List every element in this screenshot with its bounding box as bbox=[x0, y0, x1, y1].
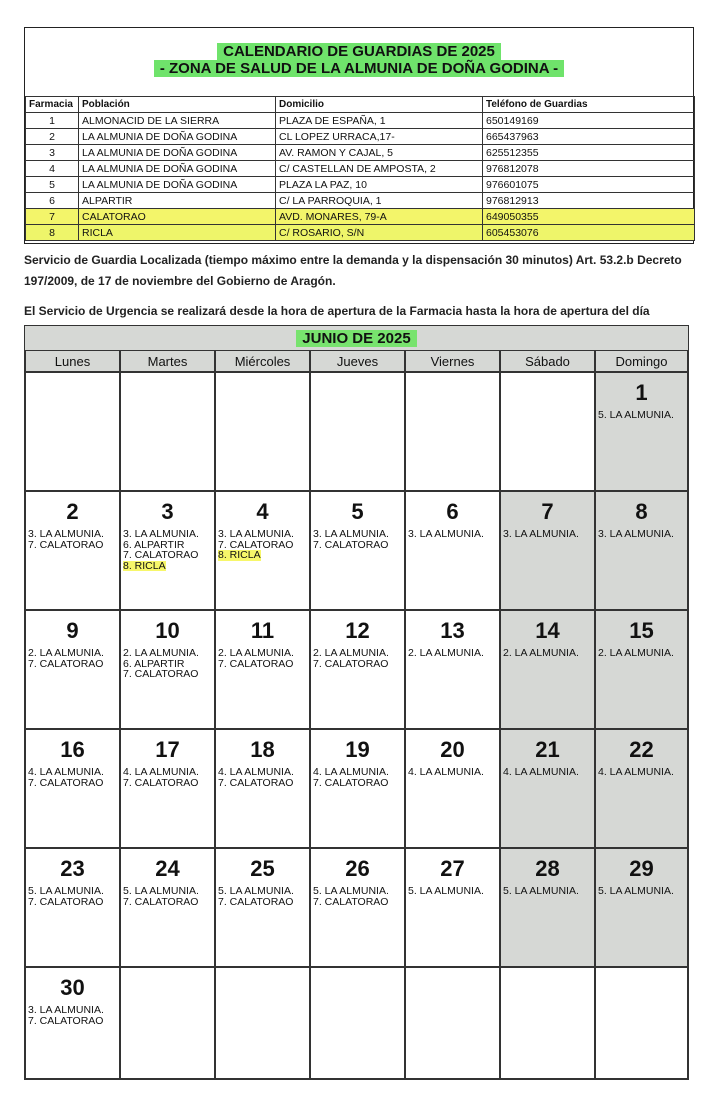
calendar-day-cell bbox=[215, 729, 310, 848]
localized-service-note: Servicio de Guardia Localizada (tiempo máximo entre la demanda y la dispensación 30 minutos) Art. 53.2.b Decreto 197/2009, de 17 de noviembre del Gobierno de Aragón. bbox=[24, 253, 682, 288]
duty-list bbox=[121, 648, 214, 680]
pharmacy-phone: 976812913 bbox=[483, 193, 695, 209]
calendar-empty-cell bbox=[405, 967, 500, 1079]
duty-list bbox=[216, 529, 309, 561]
urgency-service-note: El Servicio de Urgencia se realizará desde la hora de apertura de la Farmacia hasta la hora de apertura del día bbox=[24, 304, 650, 318]
duty-list bbox=[406, 648, 499, 659]
duty-pharmacy-label: 2. LA ALMUNIA. bbox=[28, 647, 104, 659]
duty-pharmacy-label: 7. CALATORAO bbox=[123, 549, 199, 561]
duty-pharmacy-label: 6. ALPARTIR bbox=[123, 538, 185, 551]
pharmacy-address: PLAZA DE ESPAÑA, 1 bbox=[276, 113, 483, 129]
pharmacy-number: 3 bbox=[26, 145, 79, 161]
day-number: 15 bbox=[629, 618, 654, 643]
duty-pharmacy bbox=[313, 659, 404, 670]
pharmacy-row bbox=[26, 225, 695, 241]
month-calendar bbox=[24, 325, 689, 1080]
duty-pharmacy-label: 4. LA ALMUNIA. bbox=[598, 766, 674, 778]
pharmacy-address: C/ CASTELLAN DE AMPOSTA, 2 bbox=[276, 161, 483, 177]
duty-list bbox=[501, 529, 594, 540]
pharmacy-address: AVD. MONARES, 79-A bbox=[276, 209, 483, 225]
duty-list bbox=[311, 648, 404, 669]
duty-pharmacy-label: 4. LA ALMUNIA. bbox=[218, 766, 294, 778]
duty-pharmacy-label: 3. LA ALMUNIA. bbox=[123, 528, 199, 540]
day-number: 3 bbox=[161, 499, 174, 524]
calendar-day-cell bbox=[215, 848, 310, 967]
pharmacy-number: 7 bbox=[26, 209, 79, 225]
calendar-day-cell bbox=[595, 610, 688, 729]
duty-list bbox=[311, 886, 404, 907]
pharmacy-row bbox=[26, 113, 695, 129]
calendar-empty-cell bbox=[310, 372, 405, 491]
pharmacy-address: AV. RAMON Y CAJAL, 5 bbox=[276, 145, 483, 161]
duty-pharmacy-label: 8. RICLA bbox=[123, 559, 166, 572]
duty-list bbox=[311, 767, 404, 788]
day-number: 6 bbox=[446, 499, 459, 524]
day-number: 4 bbox=[256, 499, 269, 524]
duty-list bbox=[596, 529, 687, 540]
day-number: 1 bbox=[635, 380, 648, 405]
calendar-empty-cell bbox=[215, 372, 310, 491]
duty-pharmacy-label: 7. CALATORAO bbox=[123, 776, 199, 789]
month-title bbox=[25, 330, 688, 347]
duty-list bbox=[596, 410, 687, 421]
duty-pharmacy-label: 3. LA ALMUNIA. bbox=[503, 528, 579, 540]
calendar-empty-cell bbox=[595, 967, 688, 1079]
calendar-day-cell bbox=[405, 491, 500, 610]
duty-pharmacy-label: 2. LA ALMUNIA. bbox=[313, 647, 389, 659]
calendar-empty-cell bbox=[310, 967, 405, 1079]
pharmacy-phone: 649050355 bbox=[483, 209, 695, 225]
duty-pharmacy bbox=[218, 550, 309, 561]
duty-pharmacy bbox=[598, 529, 687, 540]
day-number: 8 bbox=[635, 499, 648, 524]
day-number: 21 bbox=[535, 737, 560, 762]
day-number: 7 bbox=[541, 499, 554, 524]
duty-list bbox=[216, 648, 309, 669]
pharmacy-town: LA ALMUNIA DE DOÑA GODINA bbox=[79, 145, 276, 161]
day-number: 19 bbox=[345, 737, 370, 762]
pharmacy-phone: 976601075 bbox=[483, 177, 695, 193]
duty-list bbox=[311, 529, 404, 550]
weekday-header: Jueves bbox=[310, 350, 405, 372]
duty-pharmacy bbox=[123, 897, 214, 908]
duty-pharmacy bbox=[123, 561, 214, 572]
calendar-empty-cell bbox=[215, 967, 310, 1079]
duty-list bbox=[121, 529, 214, 571]
day-number: 23 bbox=[60, 856, 85, 881]
duty-pharmacy bbox=[28, 778, 119, 789]
duty-pharmacy bbox=[598, 410, 687, 421]
day-number: 9 bbox=[66, 618, 79, 643]
duty-list bbox=[216, 767, 309, 788]
title-line-2: - ZONA DE SALUD DE LA ALMUNIA DE DOÑA GODINA - bbox=[154, 60, 564, 77]
duty-pharmacy-label: 5. LA ALMUNIA. bbox=[218, 885, 294, 897]
calendar-day-cell bbox=[310, 610, 405, 729]
document-title bbox=[25, 43, 693, 77]
duty-pharmacy-label: 7. CALATORAO bbox=[123, 668, 199, 680]
calendar-day-cell bbox=[215, 491, 310, 610]
duty-pharmacy-label: 7. CALATORAO bbox=[313, 657, 389, 670]
day-number: 12 bbox=[345, 618, 370, 643]
day-number: 2 bbox=[66, 499, 79, 524]
duty-pharmacy bbox=[28, 659, 119, 670]
weekday-header: Sábado bbox=[500, 350, 595, 372]
duty-list bbox=[26, 767, 119, 788]
calendar-empty-cell bbox=[120, 967, 215, 1079]
duty-pharmacy bbox=[408, 767, 499, 778]
duty-pharmacy bbox=[598, 767, 687, 778]
calendar-day-cell bbox=[120, 848, 215, 967]
duty-pharmacy bbox=[218, 778, 309, 789]
duty-pharmacy-label: 7. CALATORAO bbox=[28, 1014, 104, 1027]
day-number: 14 bbox=[535, 618, 560, 643]
duty-list bbox=[501, 648, 594, 659]
duty-pharmacy-label: 7. CALATORAO bbox=[313, 776, 389, 789]
calendar-day-cell bbox=[25, 491, 120, 610]
duty-pharmacy bbox=[598, 886, 687, 897]
duty-list bbox=[26, 886, 119, 907]
day-number: 5 bbox=[351, 499, 364, 524]
duty-pharmacy bbox=[218, 897, 309, 908]
pharmacy-phone: 605453076 bbox=[483, 225, 695, 241]
duty-list bbox=[121, 767, 214, 788]
pharmacy-town: CALATORAO bbox=[79, 209, 276, 225]
duty-pharmacy-label: 2. LA ALMUNIA. bbox=[218, 647, 294, 659]
pharmacy-row bbox=[26, 129, 695, 145]
duty-pharmacy-label: 2. LA ALMUNIA. bbox=[503, 647, 579, 659]
pharmacy-info-box bbox=[24, 27, 694, 244]
duty-pharmacy-label: 7. CALATORAO bbox=[218, 895, 294, 908]
pharmacy-address: CL LOPEZ URRACA,17- bbox=[276, 129, 483, 145]
day-number: 20 bbox=[440, 737, 465, 762]
day-number: 18 bbox=[250, 737, 275, 762]
calendar-day-cell bbox=[595, 848, 688, 967]
pharmacy-town: RICLA bbox=[79, 225, 276, 241]
calendar-day-cell bbox=[595, 729, 688, 848]
day-number: 27 bbox=[440, 856, 465, 881]
weekday-header: Martes bbox=[120, 350, 215, 372]
duty-pharmacy bbox=[503, 767, 594, 778]
calendar-day-cell bbox=[500, 848, 595, 967]
calendar-day-cell bbox=[310, 729, 405, 848]
pharmacy-number: 8 bbox=[26, 225, 79, 241]
pharmacy-row bbox=[26, 193, 695, 209]
duty-pharmacy-label: 7. CALATORAO bbox=[123, 895, 199, 908]
duty-pharmacy bbox=[28, 540, 119, 551]
pharmacy-number: 2 bbox=[26, 129, 79, 145]
day-number: 26 bbox=[345, 856, 370, 881]
calendar-empty-cell bbox=[120, 372, 215, 491]
duty-pharmacy-label: 5. LA ALMUNIA. bbox=[598, 409, 674, 421]
duty-pharmacy-label: 3. LA ALMUNIA. bbox=[313, 528, 389, 540]
duty-pharmacy-label: 7. CALATORAO bbox=[313, 895, 389, 908]
calendar-day-cell bbox=[25, 967, 120, 1079]
duty-pharmacy bbox=[408, 886, 499, 897]
duty-pharmacy-label: 7. CALATORAO bbox=[218, 538, 294, 551]
duty-list bbox=[406, 767, 499, 778]
day-number: 16 bbox=[60, 737, 85, 762]
duty-pharmacy bbox=[313, 540, 404, 551]
duty-pharmacy bbox=[313, 897, 404, 908]
col-header-farmacia: Farmacia bbox=[26, 97, 79, 113]
duty-list bbox=[501, 886, 594, 897]
day-number: 24 bbox=[155, 856, 180, 881]
duty-pharmacy bbox=[123, 778, 214, 789]
pharmacy-address: C/ ROSARIO, S/N bbox=[276, 225, 483, 241]
duty-pharmacy-label: 4. LA ALMUNIA. bbox=[123, 766, 199, 778]
duty-pharmacy-label: 5. LA ALMUNIA. bbox=[503, 885, 579, 897]
day-number: 13 bbox=[440, 618, 465, 643]
calendar-day-cell bbox=[25, 610, 120, 729]
day-number: 30 bbox=[60, 975, 85, 1000]
calendar-day-cell bbox=[405, 848, 500, 967]
duty-pharmacy-label: 7. CALATORAO bbox=[28, 776, 104, 789]
month-title-label: JUNIO DE 2025 bbox=[296, 330, 416, 347]
duty-pharmacy-label: 6. ALPARTIR bbox=[123, 657, 185, 670]
calendar-day-cell bbox=[215, 610, 310, 729]
duty-pharmacy-label: 8. RICLA bbox=[218, 549, 261, 561]
duty-pharmacy bbox=[408, 648, 499, 659]
pharmacy-phone: 976812078 bbox=[483, 161, 695, 177]
duty-list bbox=[121, 886, 214, 907]
pharmacy-row bbox=[26, 145, 695, 161]
day-number: 17 bbox=[155, 737, 180, 762]
calendar-empty-cell bbox=[25, 372, 120, 491]
duty-pharmacy bbox=[408, 529, 499, 540]
calendar-day-cell bbox=[405, 729, 500, 848]
calendar-day-cell bbox=[500, 729, 595, 848]
pharmacy-town: ALPARTIR bbox=[79, 193, 276, 209]
pharmacy-table bbox=[25, 96, 695, 241]
pharmacy-row bbox=[26, 177, 695, 193]
duty-pharmacy bbox=[503, 886, 594, 897]
duty-pharmacy-label: 7. CALATORAO bbox=[28, 657, 104, 670]
calendar-day-cell bbox=[500, 491, 595, 610]
duty-pharmacy-label: 2. LA ALMUNIA. bbox=[408, 647, 484, 659]
col-header-poblacion: Población bbox=[79, 97, 276, 113]
pharmacy-phone: 650149169 bbox=[483, 113, 695, 129]
weekday-header: Domingo bbox=[595, 350, 688, 372]
duty-pharmacy-label: 2. LA ALMUNIA. bbox=[123, 647, 199, 659]
day-number: 10 bbox=[155, 618, 180, 643]
duty-pharmacy-label: 3. LA ALMUNIA. bbox=[28, 528, 104, 540]
duty-pharmacy bbox=[218, 659, 309, 670]
calendar-day-cell bbox=[405, 610, 500, 729]
pharmacy-number: 6 bbox=[26, 193, 79, 209]
calendar-empty-cell bbox=[500, 372, 595, 491]
duty-pharmacy-label: 5. LA ALMUNIA. bbox=[123, 885, 199, 897]
title-line-1: CALENDARIO DE GUARDIAS DE 2025 bbox=[217, 43, 501, 60]
calendar-empty-cell bbox=[500, 967, 595, 1079]
pharmacy-town: LA ALMUNIA DE DOÑA GODINA bbox=[79, 161, 276, 177]
duty-list bbox=[406, 886, 499, 897]
duty-list bbox=[216, 886, 309, 907]
pharmacy-phone: 625512355 bbox=[483, 145, 695, 161]
duty-pharmacy bbox=[28, 1016, 119, 1027]
pharmacy-table-header bbox=[26, 97, 695, 113]
pharmacy-number: 5 bbox=[26, 177, 79, 193]
duty-pharmacy-label: 2. LA ALMUNIA. bbox=[598, 647, 674, 659]
weekday-header: Viernes bbox=[405, 350, 500, 372]
duty-pharmacy-label: 7. CALATORAO bbox=[28, 895, 104, 908]
duty-pharmacy-label: 4. LA ALMUNIA. bbox=[408, 766, 484, 778]
duty-list bbox=[596, 648, 687, 659]
pharmacy-row bbox=[26, 209, 695, 225]
duty-pharmacy-label: 3. LA ALMUNIA. bbox=[218, 528, 294, 540]
pharmacy-phone: 665437963 bbox=[483, 129, 695, 145]
calendar-day-cell bbox=[25, 729, 120, 848]
col-header-telefono: Teléfono de Guardias bbox=[483, 97, 695, 113]
pharmacy-row bbox=[26, 161, 695, 177]
duty-pharmacy bbox=[28, 897, 119, 908]
calendar-day-cell bbox=[595, 372, 688, 491]
duty-list bbox=[501, 767, 594, 778]
duty-pharmacy-label: 4. LA ALMUNIA. bbox=[28, 766, 104, 778]
duty-pharmacy-label: 5. LA ALMUNIA. bbox=[408, 885, 484, 897]
calendar-empty-cell bbox=[405, 372, 500, 491]
calendar-day-cell bbox=[120, 610, 215, 729]
col-header-domicilio: Domicilio bbox=[276, 97, 483, 113]
calendar-day-cell bbox=[310, 491, 405, 610]
calendar-day-cell bbox=[595, 491, 688, 610]
calendar-day-cell bbox=[25, 848, 120, 967]
pharmacy-town: LA ALMUNIA DE DOÑA GODINA bbox=[79, 177, 276, 193]
calendar-day-cell bbox=[120, 491, 215, 610]
duty-pharmacy bbox=[123, 550, 214, 561]
duty-pharmacy-label: 5. LA ALMUNIA. bbox=[313, 885, 389, 897]
pharmacy-number: 4 bbox=[26, 161, 79, 177]
duty-list bbox=[26, 1005, 119, 1026]
duty-list bbox=[596, 886, 687, 897]
duty-pharmacy-label: 5. LA ALMUNIA. bbox=[28, 885, 104, 897]
duty-pharmacy-label: 3. LA ALMUNIA. bbox=[28, 1004, 104, 1016]
day-number: 29 bbox=[629, 856, 654, 881]
pharmacy-town: LA ALMUNIA DE DOÑA GODINA bbox=[79, 129, 276, 145]
pharmacy-address: PLAZA LA PAZ, 10 bbox=[276, 177, 483, 193]
day-number: 25 bbox=[250, 856, 275, 881]
duty-pharmacy bbox=[503, 648, 594, 659]
pharmacy-number: 1 bbox=[26, 113, 79, 129]
duty-pharmacy bbox=[503, 529, 594, 540]
duty-pharmacy-label: 3. LA ALMUNIA. bbox=[408, 528, 484, 540]
duty-pharmacy-label: 7. CALATORAO bbox=[218, 776, 294, 789]
pharmacy-town: ALMONACID DE LA SIERRA bbox=[79, 113, 276, 129]
duty-pharmacy bbox=[313, 778, 404, 789]
duty-pharmacy-label: 5. LA ALMUNIA. bbox=[598, 885, 674, 897]
duty-list bbox=[26, 648, 119, 669]
duty-list bbox=[26, 529, 119, 550]
duty-pharmacy-label: 7. CALATORAO bbox=[28, 538, 104, 551]
duty-pharmacy-label: 7. CALATORAO bbox=[218, 657, 294, 670]
calendar-day-cell bbox=[310, 848, 405, 967]
weekday-header: Miércoles bbox=[215, 350, 310, 372]
duty-pharmacy-label: 4. LA ALMUNIA. bbox=[503, 766, 579, 778]
duty-pharmacy bbox=[598, 648, 687, 659]
duty-pharmacy-label: 4. LA ALMUNIA. bbox=[313, 766, 389, 778]
day-number: 22 bbox=[629, 737, 654, 762]
day-number: 28 bbox=[535, 856, 560, 881]
duty-list bbox=[596, 767, 687, 778]
day-number: 11 bbox=[250, 618, 275, 643]
calendar-day-cell bbox=[500, 610, 595, 729]
duty-list bbox=[406, 529, 499, 540]
calendar-day-cell bbox=[120, 729, 215, 848]
duty-pharmacy bbox=[123, 669, 214, 680]
duty-pharmacy-label: 3. LA ALMUNIA. bbox=[598, 528, 674, 540]
pharmacy-address: C/ LA PARROQUIA, 1 bbox=[276, 193, 483, 209]
weekday-header: Lunes bbox=[25, 350, 120, 372]
duty-pharmacy-label: 7. CALATORAO bbox=[313, 538, 389, 551]
